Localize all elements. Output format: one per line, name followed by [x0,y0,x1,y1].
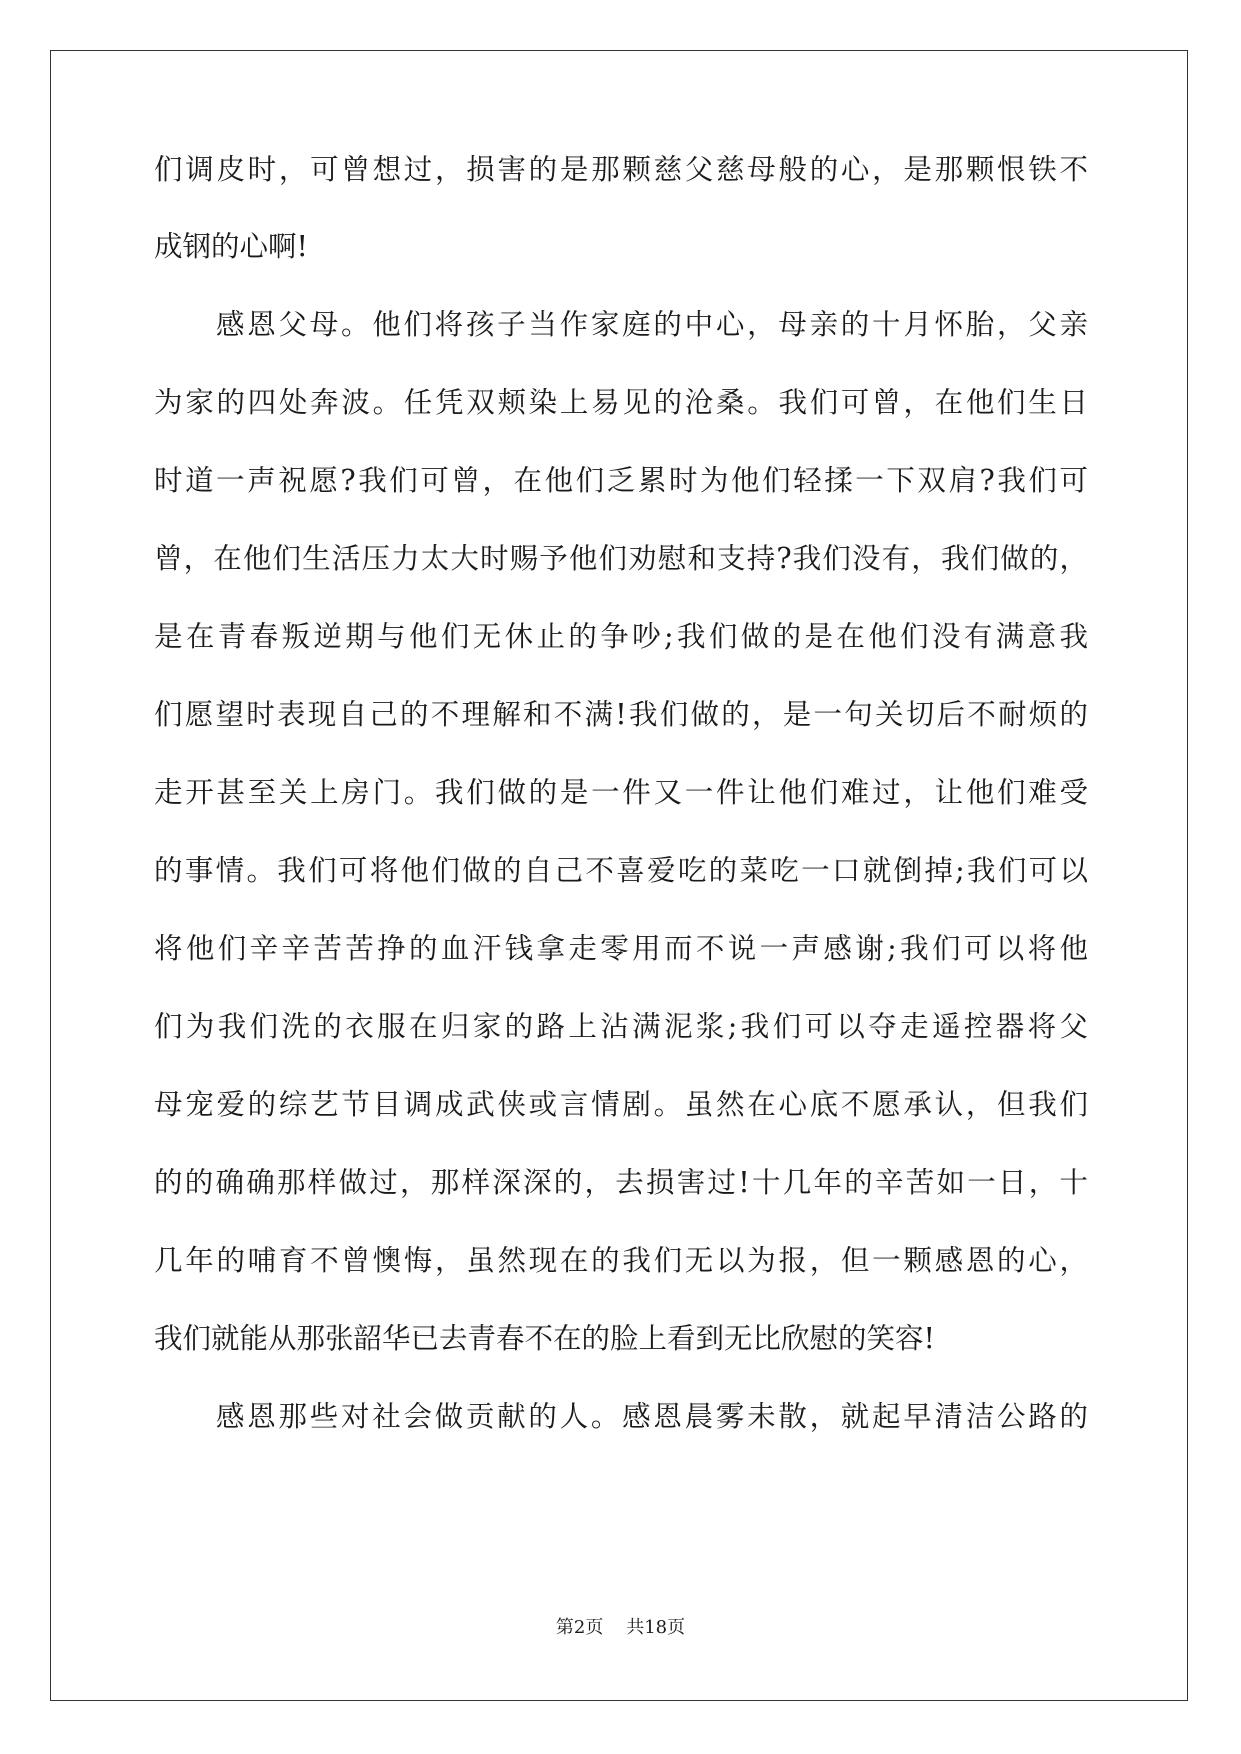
text-line: 走开甚至关上房门。我们做的是一件又一件让他们难过，让他们难受 [154,776,1088,809]
page-number-footer: 第2页 共18页 [555,1617,686,1638]
paragraph-start-line: 感恩那些对社会做贡献的人。感恩晨雾未散，就起早清洁公路的 [216,1400,1088,1433]
text-line: 是在青春叛逆期与他们无休止的争吵;我们做的是在他们没有满意我 [154,620,1088,653]
text-line: 我们就能从那张韶华已去青春不在的脸上看到无比欣慰的笑容! [154,1322,935,1355]
text-line: 们调皮时，可曾想过，损害的是那颗慈父慈母般的心，是那颗恨铁不 [154,153,1088,186]
text-line: 为家的四处奔波。任凭双颊染上易见的沧桑。我们可曾，在他们生日 [154,386,1088,419]
text-line: 将他们辛辛苦苦挣的血汗钱拿走零用而不说一声感谢;我们可以将他 [154,932,1088,965]
text-line: 时道一声祝愿?我们可曾，在他们乏累时为他们轻揉一下双肩?我们可 [154,464,1088,497]
text-line: 的事情。我们可将他们做的自己不喜爱吃的菜吃一口就倒掉;我们可以 [154,854,1088,887]
text-line: 们为我们洗的衣服在归家的路上沾满泥浆;我们可以夺走遥控器将父 [154,1010,1088,1043]
paragraph-start-line: 感恩父母。他们将孩子当作家庭的中心，母亲的十月怀胎，父亲 [216,308,1088,341]
text-line: 成钢的心啊! [154,230,308,263]
text-line: 母宠爱的综艺节目调成武侠或言情剧。虽然在心底不愿承认，但我们 [154,1088,1088,1121]
text-line: 几年的哺育不曾懊悔，虽然现在的我们无以为报，但一颗感恩的心， [154,1244,1088,1277]
text-line: 们愿望时表现自己的不理解和不满!我们做的，是一句关切后不耐烦的 [154,698,1088,731]
text-line: 曾，在他们生活压力太大时赐予他们劝慰和支持?我们没有，我们做的， [154,542,1088,575]
text-line: 的的确确那样做过，那样深深的，去损害过!十几年的辛苦如一日，十 [154,1166,1088,1199]
